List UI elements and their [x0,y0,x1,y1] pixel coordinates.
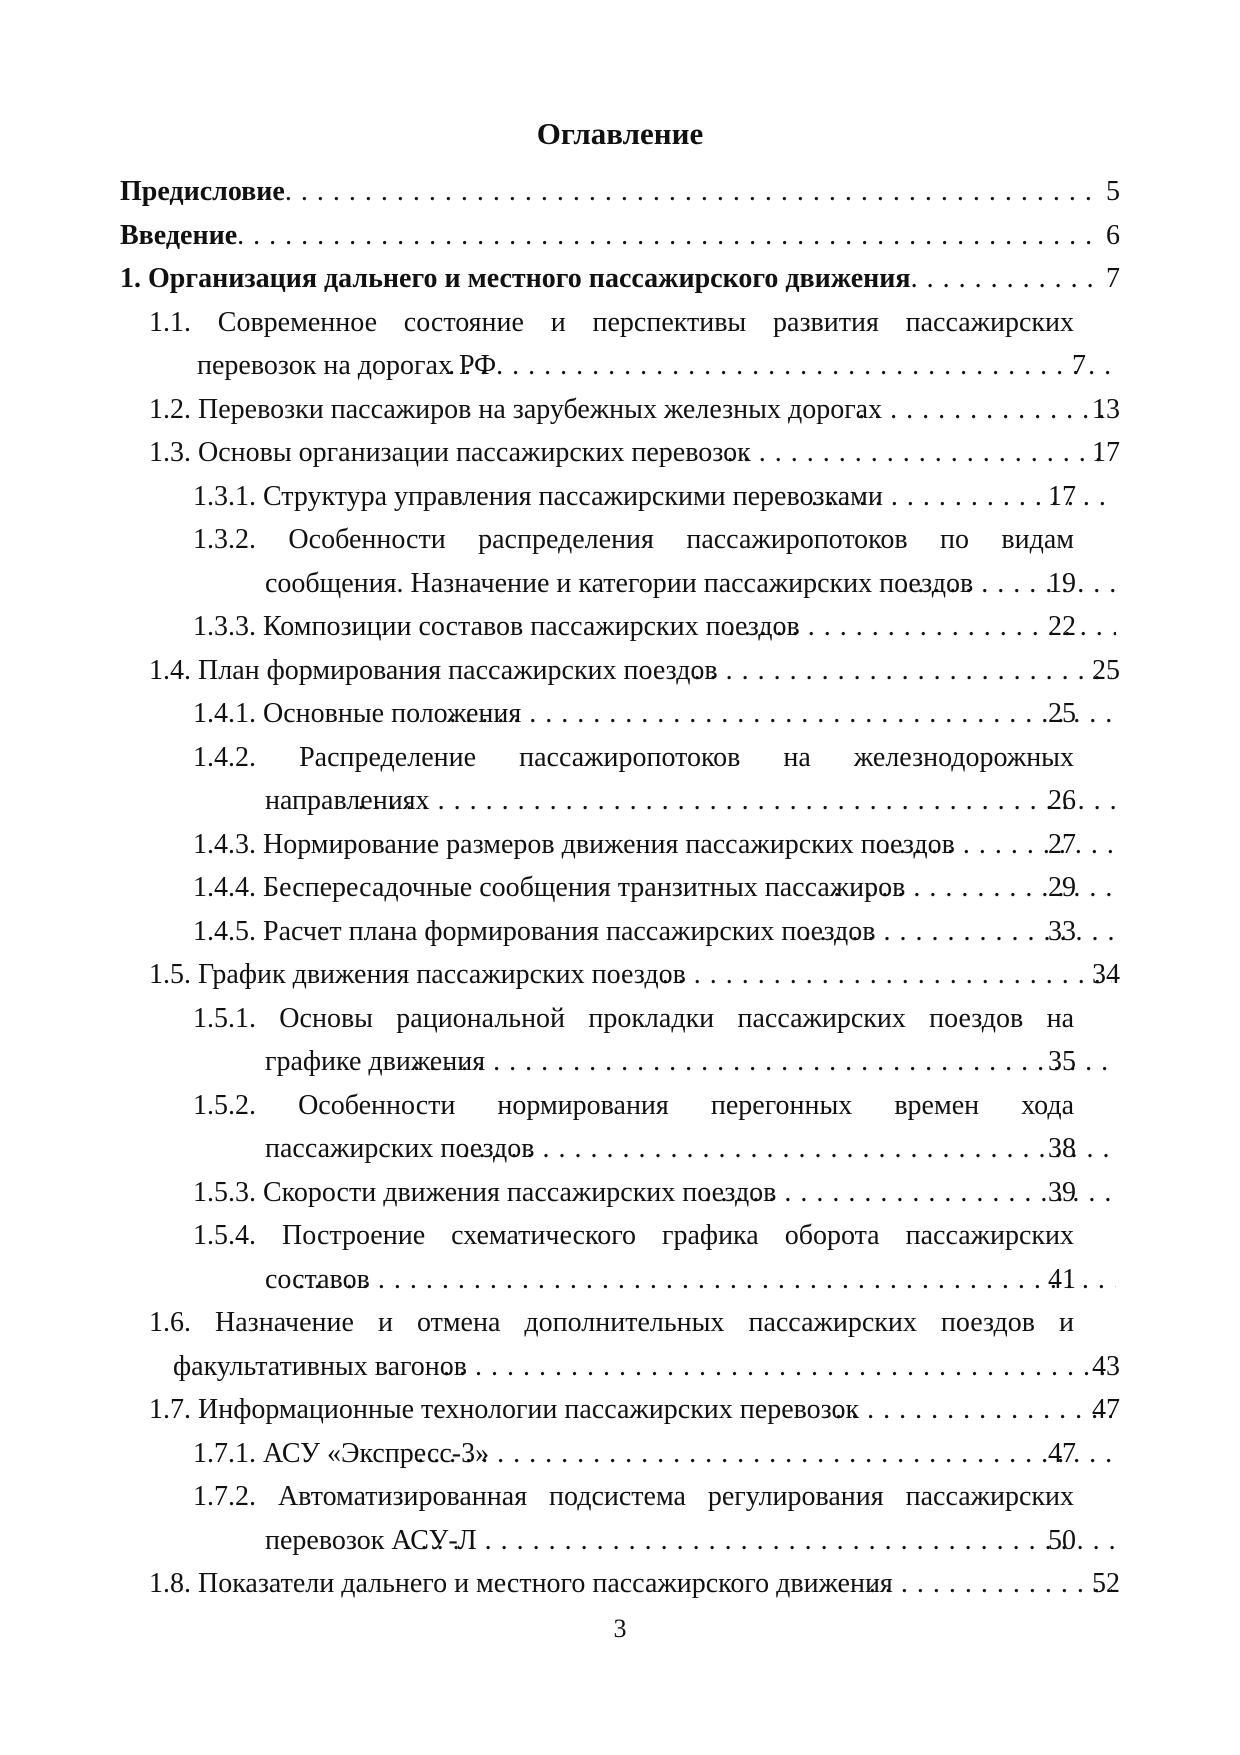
toc-entry-page: 7 [1116,344,1120,388]
toc-entry-page: 17 [1112,431,1120,475]
toc-entry-title: 1.2. Перевозки пассажиров на зарубежных железных дорогах . . . [149,394,882,425]
toc-entry-page: 38 [1116,1127,1120,1171]
toc-entry-page: 27 [1116,823,1120,867]
toc-entry[interactable] [120,170,1120,214]
toc-entry[interactable] [120,301,1120,388]
toc-entry-title: 1.4.4. Беспересадочные сообщения транзитных пассажиров . . . [193,872,905,903]
toc-entry-title: 1.4.2. Распределение пассажиропотоков на железнодорожных направлениях . . . [193,742,1074,817]
toc-entry[interactable] [120,257,1120,301]
toc-entry[interactable] [120,605,1120,649]
toc-entry-title: Предисловие . . . [120,176,285,207]
toc-entry-title: 1.3.1. Структура управления пассажирскими перевозками . . . [193,481,883,512]
toc-entry[interactable] [120,1214,1120,1301]
toc-entry-page: 41 [1116,1258,1120,1302]
toc-entry-page: 50 [1116,1519,1120,1563]
toc-entry-page: 34 [1112,953,1120,997]
toc-entry[interactable] [120,953,1120,997]
toc-entry[interactable] [120,518,1120,605]
toc-entry-page: 26 [1116,779,1120,823]
toc-entry-title: 1.3.3. Композиции составов пассажирских поездов . . . [193,611,800,642]
toc-entry-page: 5 [1102,170,1120,214]
toc-heading: Оглавление [536,116,704,151]
toc-entry[interactable] [120,1432,1120,1476]
toc-entry[interactable] [120,1301,1120,1388]
toc-entry-title: 1.5.1. Основы рациональной прокладки пассажирских поездов на графике движения . . . [193,1003,1074,1078]
toc-entry-title: 1.7.1. АСУ «Экспресс-3» . . . [193,1438,489,1469]
toc-entry-title: 1.3.2. Особенности распределения пассажиропотоков по видам сообщения. Назначение и категории пассажирских поездов . . . [193,524,1074,599]
toc-entry-title: 1.6. Назначение и отмена дополнительных пассажирских поездов и факультативных вагонов . . . [149,1307,1074,1382]
toc-entry[interactable] [120,1475,1120,1562]
toc-entry-page: 6 [1102,214,1120,258]
table-of-contents [120,170,1120,1606]
toc-entry-title: 1.8. Показатели дальнего и местного пассажирского движения . . . [149,1568,893,1599]
toc-entry-title: 1.4.5. Расчет плана формирования пассажирских поездов . . . [193,916,875,947]
toc-entry[interactable] [120,649,1120,693]
toc-entry-page: 7 [1102,257,1120,301]
toc-entry[interactable] [120,431,1120,475]
toc-entry-page: 22 [1116,605,1120,649]
toc-entry-title: 1.5.4. Построение схематического графика оборота пассажирских составов . . . [193,1220,1074,1295]
toc-entry[interactable] [120,1084,1120,1171]
toc-entry[interactable] [120,1562,1120,1606]
toc-entry-page: 13 [1112,388,1120,432]
toc-entry-title: 1.3. Основы организации пассажирских перевозок . . . [149,437,751,468]
toc-entry-page: 17 [1116,475,1120,519]
toc-entry[interactable] [120,910,1120,954]
toc-entry[interactable] [120,866,1120,910]
toc-entry[interactable] [120,388,1120,432]
toc-entry-page: 43 [1112,1345,1120,1389]
toc-entry-page: 19 [1116,562,1120,606]
toc-entry-title: 1.1. Современное состояние и перспективы развития пассажирских перевозок на дорогах РФ . . . [149,307,1074,382]
toc-entry-page: 33 [1116,910,1120,954]
toc-entry-page: 25 [1116,692,1120,736]
toc-entry-page: 35 [1116,1040,1120,1084]
toc-entry[interactable] [120,823,1120,867]
toc-entry[interactable] [120,475,1120,519]
toc-entry-page: 29 [1116,866,1120,910]
toc-entry-page: 52 [1112,1562,1120,1606]
toc-entry-title: 1.5. График движения пассажирских поездов . . . [149,959,686,990]
toc-entry-page: 47 [1112,1388,1120,1432]
toc-entry[interactable] [120,1388,1120,1432]
toc-entry[interactable] [120,692,1120,736]
toc-entry[interactable] [120,214,1120,258]
toc-entry-title: 1.7. Информационные технологии пассажирских перевозок . . . [149,1394,859,1425]
page-number: 3 [613,1614,627,1643]
toc-entry-title: Введение . . . [120,220,237,251]
toc-entry-title: 1.7.2. Автоматизированная подсистема регулирования пассажирских перевозок АСУ-Л . . . [193,1481,1074,1556]
toc-entry-title: 1.4.1. Основные положения . . . [193,698,521,729]
toc-entry-title: 1.5.2. Особенности нормирования перегонных времен хода пассажирских поездов . . . [193,1090,1074,1165]
toc-entry[interactable] [120,997,1120,1084]
toc-entry-title: 1.4.3. Нормирование размеров движения пассажирских поездов . . . [193,829,955,860]
toc-entry[interactable] [120,736,1120,823]
toc-entry-title: 1. Организация дальнего и местного пассажирского движения . . . [120,263,911,294]
toc-entry-title: 1.4. План формирования пассажирских поездов . . . [149,655,718,686]
toc-entry-page: 25 [1112,649,1120,693]
toc-entry-page: 39 [1116,1171,1120,1215]
toc-entry-title: 1.5.3. Скорости движения пассажирских поездов . . . [193,1177,776,1208]
toc-entry-page: 47 [1116,1432,1120,1476]
toc-entry[interactable] [120,1171,1120,1215]
